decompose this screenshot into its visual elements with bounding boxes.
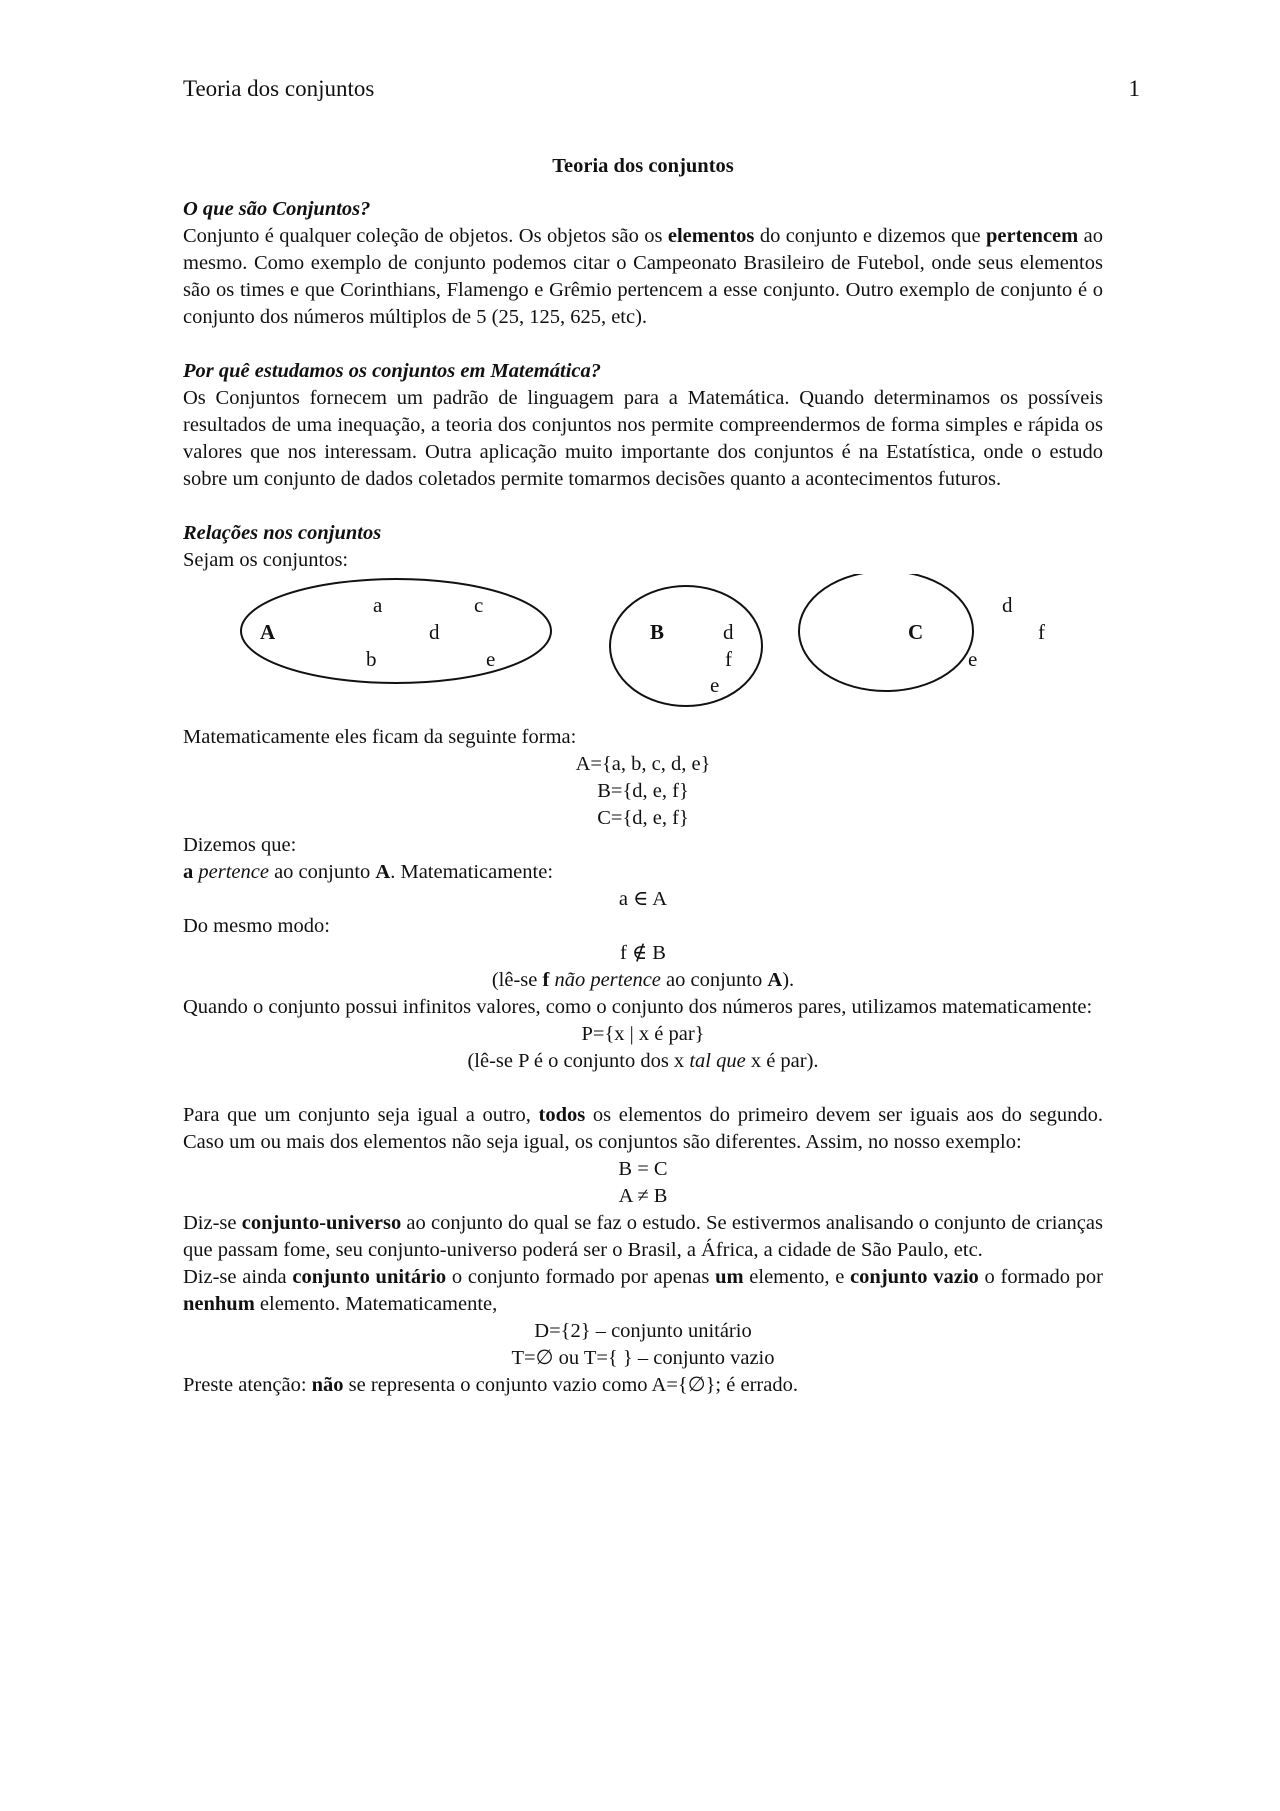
running-header-title: Teoria dos conjuntos (183, 76, 375, 101)
set-b-label: B (650, 620, 665, 644)
set-ellipses (183, 574, 1103, 724)
do-mesmo-modo: Do mesmo modo: (183, 915, 330, 937)
set-a-ellipse (241, 579, 551, 683)
heading-relacoes: Relações nos conjuntos (183, 522, 382, 544)
not-belongs-expression: f ∉ B (620, 942, 666, 964)
set-a-element: b (366, 647, 377, 671)
set-c-element: f (1038, 620, 1045, 644)
set-a-definition: A={a, b, c, d, e} (575, 753, 711, 775)
set-p-reading: (lê-se P é o conjunto dos x tal que x é par). (467, 1050, 819, 1072)
set-a-label: A (260, 620, 276, 644)
page-number: 1 (1128, 76, 1140, 101)
paragraph-definition: Conjunto é qualquer coleção de objetos. Os objetos são os elementos do conjunto e dizemos que pertencem ao mesmo. Como exemplo de conjunto podemos citar o Campeonato Brasileiro de Futebol, onde seus elementos são os times e que Corinthians, Flamengo e Grêmio pertencem a esse conjunto. Outro exemplo de conjunto é o conjunto dos números múltiplos de 5 (25, 125, 625, etc). (183, 225, 1103, 328)
document-body (183, 153, 1103, 1399)
set-c-definition: C={d, e, f} (597, 807, 689, 829)
set-p-definition: P={x | x é par} (581, 1023, 705, 1045)
set-b-element: f (725, 647, 732, 671)
unit-set-expression: D={2} – conjunto unitário (534, 1320, 752, 1342)
paragraph-unit-empty-set: Diz-se ainda conjunto unitário o conjunto formado por apenas um elemento, e conjunto vazio o formado por nenhum elemento. Matematicamente, (183, 1266, 1104, 1315)
equality-expression: B = C (618, 1158, 668, 1180)
sejam-os-conjuntos: Sejam os conjuntos: (183, 549, 349, 571)
set-diagram (183, 574, 1103, 724)
set-a-element: c (474, 593, 484, 617)
set-a-element: a (373, 593, 383, 617)
set-c-label: C (908, 620, 924, 644)
empty-set-expression: T=∅ ou T={ } – conjunto vazio (511, 1347, 775, 1369)
attention-note: Preste atenção: não se representa o conjunto vazio como A={∅}; é errado. (183, 1374, 798, 1396)
paragraph-motivation: Os Conjuntos fornecem um padrão de linguagem para a Matemática. Quando determinamos os possíveis resultados de uma inequação, a teoria dos conjuntos nos permite compreendermos de forma simples e rápida os valores que nos interessam. Outra aplicação muito importante dos conjuntos é na Estatística, onde o estudo sobre um conjunto de dados coletados permite tomarmos decisões quanto a acontecimentos futuros. (183, 387, 1103, 490)
set-a-element: e (486, 647, 496, 671)
set-b-definition: B={d, e, f} (597, 780, 689, 802)
belongs-expression: a ∈ A (618, 888, 668, 910)
set-a-element: d (429, 620, 440, 644)
paragraph-universe-set: Diz-se conjunto-universo ao conjunto do qual se faz o estudo. Se estivermos analisando o conjunto de crianças que passam fome, seu conjunto-universo poderá ser o Brasil, a África, a cidade de São Paulo, etc. (183, 1212, 1103, 1261)
inequality-expression: A ≠ B (618, 1185, 668, 1207)
set-b-element: e (710, 673, 720, 697)
heading-o-que-sao-conjuntos: O que são Conjuntos? (183, 198, 371, 220)
set-b-element: d (723, 620, 734, 644)
set-c-element: d (1002, 593, 1013, 617)
document-title: Teoria dos conjuntos (552, 155, 734, 177)
paragraph-set-equality: Para que um conjunto seja igual a outro, todos os elementos do primeiro devem ser iguais aos do segundo. Caso um ou mais dos elementos não seja igual, os conjuntos são diferentes. Assim, no nosso exemplo: (183, 1104, 1103, 1153)
paragraph-infinite-sets: Quando o conjunto possui infinitos valores, como o conjunto dos números pares, utilizamos matematicamente: (183, 996, 1093, 1018)
dizemos-que: Dizemos que: (183, 834, 297, 856)
set-c-ellipse (799, 574, 973, 691)
set-c-element: e (968, 647, 978, 671)
heading-por-que-estudamos: Por quê estudamos os conjuntos em Matemática? (183, 360, 601, 382)
not-belongs-reading: (lê-se f não pertence ao conjunto A). (491, 969, 795, 991)
math-intro: Matematicamente eles ficam da seguinte forma: (183, 726, 577, 748)
pertence-line: a pertence ao conjunto A. Matematicamente: (183, 861, 554, 883)
set-b-ellipse (610, 586, 762, 706)
